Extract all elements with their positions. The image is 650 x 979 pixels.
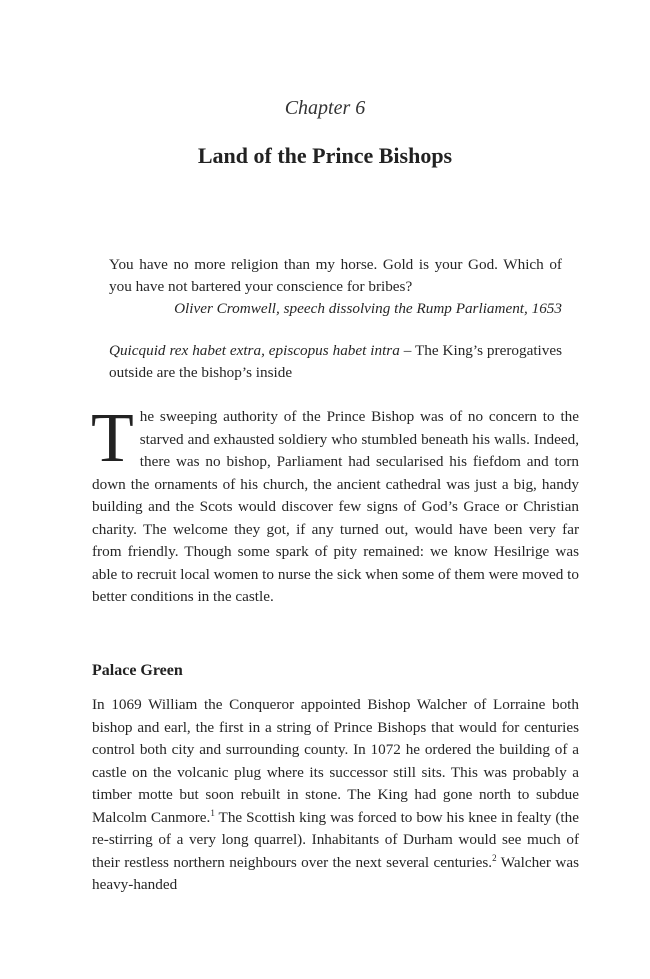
section-heading: Palace Green	[92, 662, 183, 679]
epigraph-attribution: Oliver Cromwell, speech dissolving the Rump Parliament, 1653	[174, 300, 562, 317]
section-text-b: The Scottish king was forced to bow his knee in fealty (the re-stirring of a very long quarrel). Inhabitants of Durham would see much of their restless northern neighbours over the next several centuries.	[92, 808, 579, 871]
latin-translation: – The King’s prerogatives outside are the bishop’s inside	[109, 342, 562, 381]
epigraph-latin	[109, 340, 562, 384]
opening-paragraph	[91, 400, 579, 609]
chapter-label: Chapter 6	[284, 97, 366, 119]
latin-motto: Quicquid rex habet extra, episcopus habet intra	[109, 342, 400, 359]
section-text-c: Walcher was heavy-handed	[92, 853, 579, 893]
epigraph-cromwell	[109, 254, 562, 320]
footnote-ref-1[interactable]: 1	[210, 807, 215, 818]
opening-paragraph-text: he sweeping authority of the Prince Bishop was of no concern to the starved and exhausted soldiery who stumbled beneath his walls. Indeed, there was no bishop, Parliament had secularised his fiefdom and torn down the ornaments of his church, the ancient cathedral was just a big, handy building and the Scots would discover few signs of God’s Grace or Christian charity. The welcome they got, if any turned out, would have been very far from friendly. Though some spark of pity remained: we know Hesilrige was able to recruit local women to nurse the sick when some of them were moved to better conditions in the castle.	[92, 408, 579, 605]
chapter-title: Land of the Prince Bishops	[197, 143, 453, 168]
drop-cap: T	[91, 400, 134, 477]
epigraph-quote: You have no more religion than my horse. Gold is your God. Which of you have not bartered your conscience for bribes?	[109, 256, 562, 295]
section-text-a: In 1069 William the Conqueror appointed Bishop Walcher of Lorraine both bishop and earl, the first in a string of Prince Bishops that would for centuries control both city and surrounding county. In 1072 he ordered the building of a castle on the volcanic plug where its successor still sits. This was probably a timber motte but soon rebuilt in stone. The King had gone north to subdue Malcolm Canmore.	[92, 696, 579, 826]
footnote-ref-2[interactable]: 2	[492, 852, 497, 863]
section-paragraph	[92, 694, 579, 897]
